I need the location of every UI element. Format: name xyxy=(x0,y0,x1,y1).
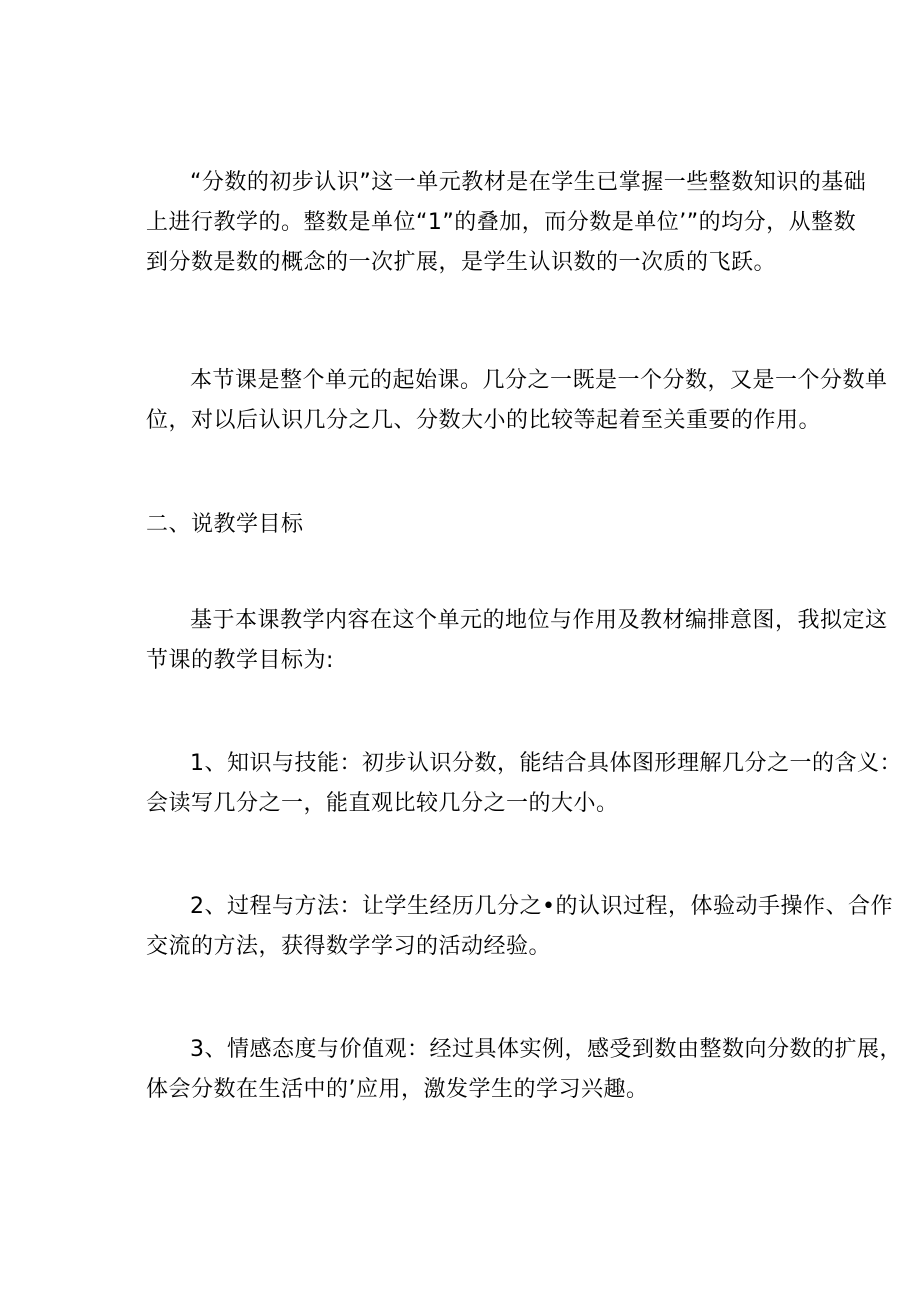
paragraph-lesson-role xyxy=(102,361,888,441)
paragraph-goal-attitude xyxy=(102,1030,902,1110)
text-line: 位，对以后认识几分之几、分数大小的比较等起着至关重要的作用。 xyxy=(146,408,822,433)
text-line: 交流的方法，获得数学学习的活动经验。 xyxy=(146,934,552,959)
section-heading-teaching-goals: 二、说教学目标 xyxy=(146,512,304,537)
paragraph-unit-intro xyxy=(102,163,867,283)
paragraph-goal-process xyxy=(102,887,893,967)
paragraph-goals-intro xyxy=(102,601,888,681)
text-line: 节课的教学目标为: xyxy=(146,648,334,673)
text-line: 3、情感态度与价值观：经过具体实例，感受到数由整数向分数的扩展， xyxy=(190,1037,902,1062)
text-line: 体会分数在生活中的’应用，激发学生的学习兴趣。 xyxy=(146,1077,649,1102)
text-line: 到分数是数的概念的一次扩展，是学生认识数的一次质的飞跃。 xyxy=(146,250,777,275)
paragraph-goal-knowledge xyxy=(102,744,902,824)
text-line: 1、知识与技能：初步认识分数，能结合具体图形理解几分之一的含义： xyxy=(190,751,902,776)
text-line: 本节课是整个单元的起始课。几分之一既是一个分数，又是一个分数单 xyxy=(190,368,888,393)
text-line: 上进行教学的。整数是单位“1”的叠加，而分数是单位’”的均分，从整数 xyxy=(146,210,857,235)
text-line: 2、过程与方法：让学生经历几分之•的认识过程，体验动手操作、合作 xyxy=(190,894,893,919)
text-line: “分数的初步认识”这一单元教材是在学生已掌握一些整数知识的基础 xyxy=(190,170,867,195)
text-line: 会读写几分之一，能直观比较几分之一的大小。 xyxy=(146,791,619,816)
text-line: 基于本课教学内容在这个单元的地位与作用及教材编排意图，我拟定这 xyxy=(190,608,888,633)
